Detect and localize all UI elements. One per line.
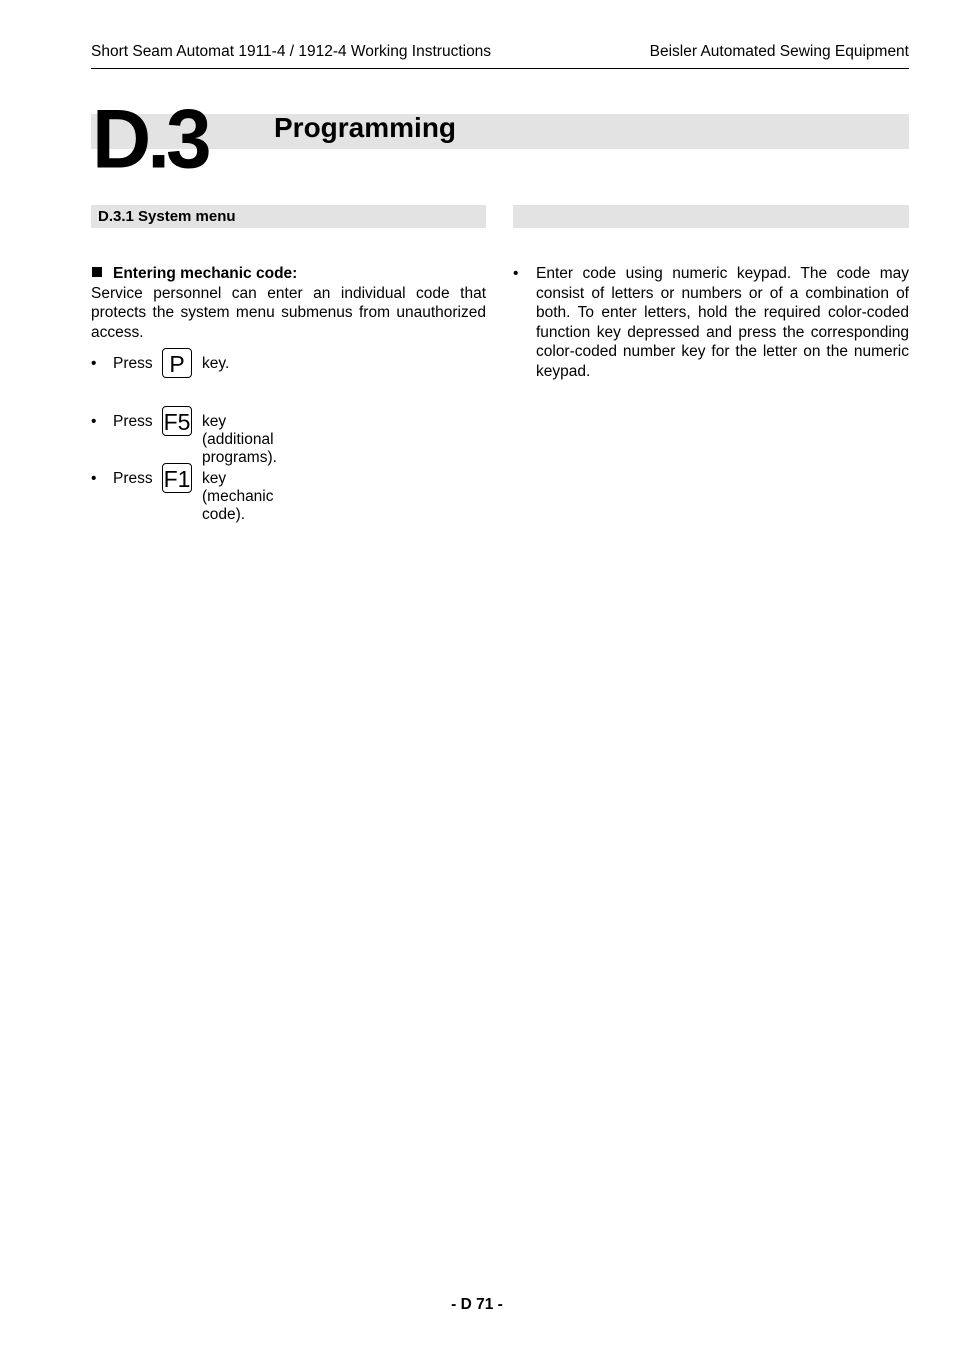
page-header [91,43,909,69]
step-press-label: Press [113,470,153,487]
subheading-text: Entering mechanic code: [113,265,298,282]
step-press-label: Press [113,413,153,430]
header-company-name: Beisler Automated Sewing Equipment [649,43,909,60]
chapter-number: D.3 [92,93,208,186]
page-number: - D 71 - [451,1296,503,1313]
keypad-instructions: Enter code using numeric keypad. The code may consist of letters or numbers or of a combination of both. To enter letters, hold the required color-coded function key depressed and press the corresponding color-coded number key for the letter on the numeric keypad. [536,265,909,380]
chapter-title: Programming [274,112,457,143]
bullet: • [91,355,97,372]
step-press-label: Press [113,355,153,372]
section-bar-right [513,205,909,228]
header-document-title: Short Seam Automat 1911-4 / 1912-4 Working Instructions [91,43,492,60]
key-p-icon: P [162,348,192,378]
square-bullet-icon [92,267,102,277]
bullet: • [91,413,97,430]
step-description: key (mechanic code). [202,470,274,523]
left-column [91,264,486,342]
key-f1-icon: F1 [162,463,192,493]
step-description: key. [202,355,230,372]
step-description: key (additional programs). [202,413,277,466]
section-heading: D.3.1 System menu [98,208,236,225]
chapter-title-band [91,114,909,149]
bullet: • [91,470,97,487]
key-f5-icon: F5 [162,406,192,436]
bullet: • [513,265,519,282]
section-bar-left [91,205,486,228]
right-column [513,264,909,381]
subheading [91,264,486,284]
intro-paragraph: Service personnel can enter an individual code that protects the system menu submenus from unauthorized access. [91,284,486,341]
